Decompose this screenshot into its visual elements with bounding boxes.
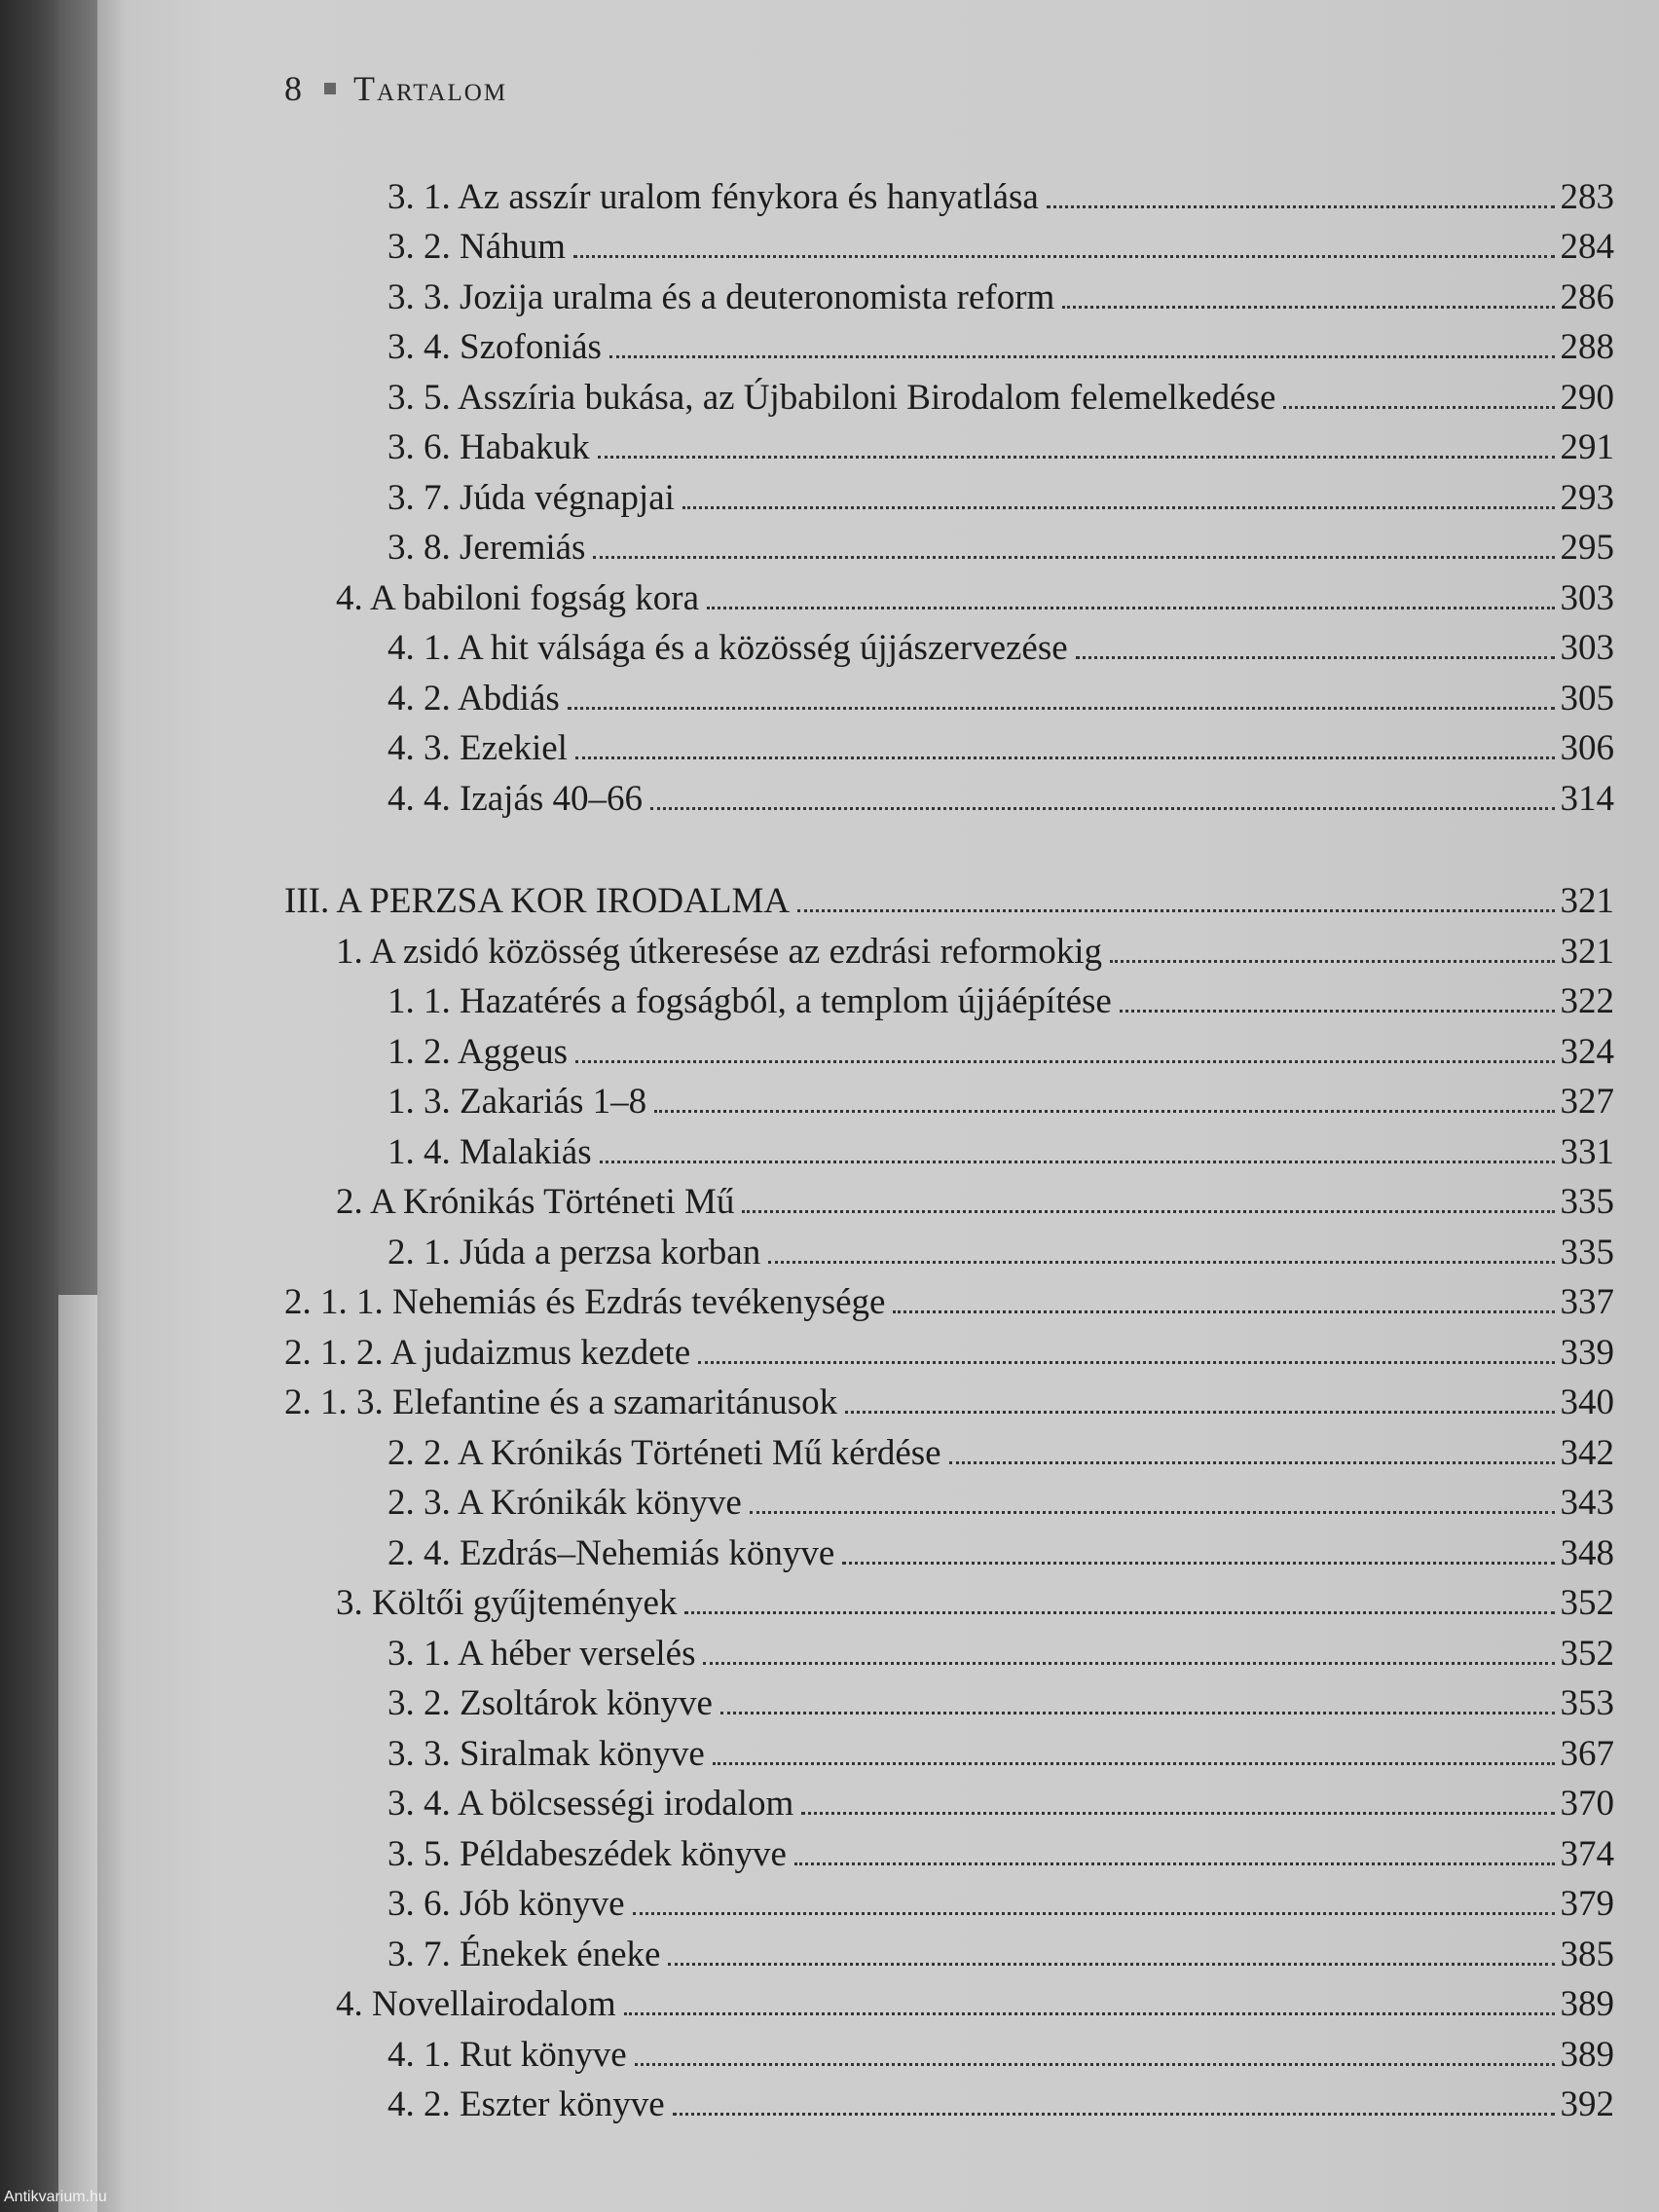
watermark: Antikvarium.hu [4, 2189, 107, 2205]
toc-entry-page: 306 [1560, 728, 1614, 768]
toc-entry-page: 324 [1560, 1032, 1614, 1072]
dot-leader [794, 1862, 1555, 1865]
toc-entry-page: 305 [1560, 679, 1614, 719]
toc-entry-title: 3. 1. A héber verselés [387, 1634, 696, 1674]
toc-entry [284, 1329, 1614, 1378]
toc-entry [387, 724, 1614, 773]
toc-entry-title: 3. 2. Zsoltárok könyve [387, 1683, 713, 1723]
toc-entry-page: 303 [1560, 628, 1614, 668]
dot-leader [593, 556, 1554, 559]
toc-entry-page: 331 [1560, 1132, 1614, 1172]
toc-entry-page: 340 [1560, 1382, 1614, 1422]
toc-entry-page: 352 [1560, 1583, 1614, 1623]
toc-entry-page: 284 [1560, 227, 1614, 267]
toc-entry [387, 1931, 1614, 1979]
toc-entry [387, 424, 1614, 472]
dot-leader [949, 1461, 1555, 1464]
dot-leader [1120, 1010, 1555, 1013]
toc-entry [336, 928, 1614, 977]
dot-leader [1110, 960, 1554, 963]
dot-leader [635, 2063, 1555, 2066]
toc-entry-page: 353 [1560, 1683, 1614, 1723]
toc-entry [387, 223, 1614, 272]
toc-entry-page: 379 [1560, 1884, 1614, 1924]
dot-leader [684, 1611, 1554, 1614]
toc-entry [387, 977, 1614, 1026]
toc-entry-page: 337 [1560, 1282, 1614, 1322]
toc-entry-title: 1. 1. Hazatérés a fogságból, a templom újjáépítése [387, 981, 1112, 1021]
toc-entry-page: 343 [1560, 1483, 1614, 1523]
dot-leader [713, 1762, 1555, 1765]
toc-entry [336, 1178, 1614, 1227]
dot-leader [1062, 306, 1554, 309]
toc-entry-page: 293 [1560, 478, 1614, 518]
toc-entry-title: 3. Költői gyűjtemények [336, 1583, 678, 1623]
toc-entry-title: 4. 1. A hit válsága és a közösség újjászervezése [387, 628, 1068, 668]
dot-leader [650, 807, 1554, 810]
toc-entry-page: 335 [1560, 1233, 1614, 1272]
dot-leader [720, 1712, 1555, 1714]
toc-entry [336, 1980, 1614, 2029]
dot-leader [598, 456, 1555, 459]
toc-entry-title: 4. Novellairodalom [336, 1984, 616, 2024]
toc-entry-page: 327 [1560, 1082, 1614, 1122]
toc-entry-page: 367 [1560, 1734, 1614, 1774]
page-number: 8 [284, 69, 303, 108]
dot-leader [575, 756, 1555, 759]
toc-entry-title: 2. 4. Ezdrás–Nehemiás könyve [387, 1533, 835, 1573]
toc-entry [284, 1278, 1614, 1327]
toc-entry [387, 2081, 1614, 2129]
toc-entry-title: 3. 3. Jozija uralma és a deuteronomista reform [387, 277, 1055, 317]
dot-leader [682, 506, 1555, 509]
dot-leader [750, 1511, 1555, 1514]
toc-entry-title: 4. 1. Rut könyve [387, 2035, 627, 2075]
toc-entry-title: 2. A Krónikás Történeti Mű [336, 1182, 735, 1222]
toc-entry-title: 2. 1. 1. Nehemiás és Ezdrás tevékenysége [284, 1282, 886, 1322]
toc-entry [336, 574, 1614, 623]
toc-entry-page: 286 [1560, 277, 1614, 317]
toc-entry-title: 2. 3. A Krónikák könyve [387, 1483, 742, 1523]
toc-entry-page: 314 [1560, 779, 1614, 819]
dot-leader [568, 707, 1555, 710]
toc-entry-page: 392 [1560, 2084, 1614, 2124]
dot-leader [600, 1161, 1555, 1163]
toc-entry-title: 3. 6. Jób könyve [387, 1884, 625, 1924]
toc-entry [387, 1229, 1614, 1277]
toc-entry [387, 775, 1614, 824]
toc-entry-title: 3. 3. Siralmak könyve [387, 1734, 705, 1774]
toc-entry [387, 1630, 1614, 1678]
dot-leader [768, 1261, 1554, 1264]
toc-entry-page: 335 [1560, 1182, 1614, 1222]
toc-entry-title: 3. 2. Náhum [387, 227, 566, 267]
toc-entry-title: 1. 2. Aggeus [387, 1032, 568, 1072]
dot-leader [575, 1060, 1555, 1063]
toc-entry-page: 352 [1560, 1634, 1614, 1674]
toc-entry-title: 2. 2. A Krónikás Történeti Mű kérdése [387, 1433, 941, 1473]
dot-leader [797, 909, 1554, 912]
dot-leader [668, 1963, 1554, 1966]
dot-leader [1283, 406, 1554, 409]
toc-entry-title: 3. 4. Szofoniás [387, 327, 602, 367]
toc-entry [387, 1429, 1614, 1478]
toc-entry [387, 274, 1614, 322]
toc-entry-title: 3. 7. Júda végnapjai [387, 478, 675, 518]
toc-entry-page: 389 [1560, 1984, 1614, 2024]
toc-entry [387, 1530, 1614, 1578]
toc-entry [387, 1780, 1614, 1828]
toc-entry [387, 173, 1614, 222]
toc-entry [387, 1479, 1614, 1528]
toc-entry-page: 370 [1560, 1784, 1614, 1824]
toc-entry-title: 4. 3. Ezekiel [387, 728, 568, 768]
toc-entry-page: 290 [1560, 378, 1614, 418]
dot-leader [893, 1310, 1554, 1313]
toc-entry [387, 374, 1614, 423]
dot-leader [633, 1912, 1555, 1915]
toc-entry [387, 2031, 1614, 2080]
toc-entry-title: 1. A zsidó közösség útkeresése az ezdrási reformokig [336, 932, 1103, 972]
dot-leader [742, 1210, 1554, 1213]
toc-entry [387, 1730, 1614, 1779]
toc-entry-title: 4. 2. Abdiás [387, 679, 560, 719]
toc-entry-title: 1. 4. Malakiás [387, 1132, 592, 1172]
toc-entry [387, 1128, 1614, 1177]
dot-leader [609, 355, 1555, 358]
toc-entry-title: 2. 1. Júda a perzsa korban [387, 1233, 761, 1272]
toc-entry [387, 675, 1614, 723]
dot-leader [845, 1411, 1554, 1414]
toc-entry-page: 303 [1560, 578, 1614, 618]
dot-leader [703, 1662, 1554, 1665]
toc-entry [387, 1028, 1614, 1077]
toc-entry-page: 339 [1560, 1333, 1614, 1373]
toc-entry-title: 3. 7. Énekek éneke [387, 1935, 661, 1974]
dot-leader [573, 255, 1555, 258]
toc-entry-page: 374 [1560, 1834, 1614, 1874]
toc-entry-title: 3. 8. Jeremiás [387, 528, 586, 568]
toc-entry [387, 1679, 1614, 1728]
toc-entry-title: 4. A babiloni fogság kora [336, 578, 700, 618]
toc-entry-title: III. A PERZSA KOR IRODALMA [284, 881, 791, 921]
toc-entry-title: 3. 5. Asszíria bukása, az Újbabiloni Birodalom felemelkedése [387, 378, 1276, 418]
dot-leader [1076, 656, 1555, 659]
toc-entry-title: 2. 1. 3. Elefantine és a szamaritánusok [284, 1382, 838, 1422]
toc-entry-page: 321 [1560, 881, 1614, 921]
toc-entry-title: 3. 5. Példabeszédek könyve [387, 1834, 787, 1874]
toc-entry-title: 4. 4. Izajás 40–66 [387, 779, 644, 819]
toc-entry [387, 1880, 1614, 1929]
toc-entry-page: 342 [1560, 1433, 1614, 1473]
toc-entry-title: 3. 6. Habakuk [387, 427, 590, 467]
dot-leader [801, 1812, 1554, 1815]
toc-entry [387, 624, 1614, 673]
toc-entry-title: 4. 2. Eszter könyve [387, 2084, 665, 2124]
toc-entry-page: 322 [1560, 981, 1614, 1021]
toc-entry [387, 474, 1614, 523]
toc-entry-page: 389 [1560, 2035, 1614, 2075]
dot-leader [842, 1562, 1554, 1565]
toc-entry-title: 2. 1. 2. A judaizmus kezdete [284, 1333, 691, 1373]
dot-leader [1047, 205, 1555, 208]
toc-entry [387, 524, 1614, 572]
toc-entry-title: 3. 1. Az asszír uralom fénykora és hanyatlása [387, 177, 1039, 217]
dot-leader [707, 607, 1554, 609]
toc-entry [387, 1830, 1614, 1879]
toc-entry-title: 1. 3. Zakariás 1–8 [387, 1082, 647, 1122]
toc-entry-page: 385 [1560, 1935, 1614, 1974]
toc-entry [284, 877, 1614, 926]
toc-entry-page: 348 [1560, 1533, 1614, 1573]
toc-entry [387, 1078, 1614, 1126]
dot-leader [654, 1110, 1554, 1113]
toc-entry [387, 323, 1614, 372]
toc-entry-page: 291 [1560, 427, 1614, 467]
toc-entry [284, 1379, 1614, 1427]
page-title: Tartalom [353, 69, 508, 108]
toc-entry [336, 1579, 1614, 1628]
toc-entry-title: 3. 4. A bölcsességi irodalom [387, 1784, 794, 1824]
dot-leader [673, 2113, 1555, 2116]
dot-leader [624, 2012, 1555, 2015]
toc-entry-page: 321 [1560, 932, 1614, 972]
toc-entry-page: 295 [1560, 528, 1614, 568]
toc-entry-page: 283 [1560, 177, 1614, 217]
dot-leader [698, 1361, 1554, 1364]
toc-entry-page: 288 [1560, 327, 1614, 367]
